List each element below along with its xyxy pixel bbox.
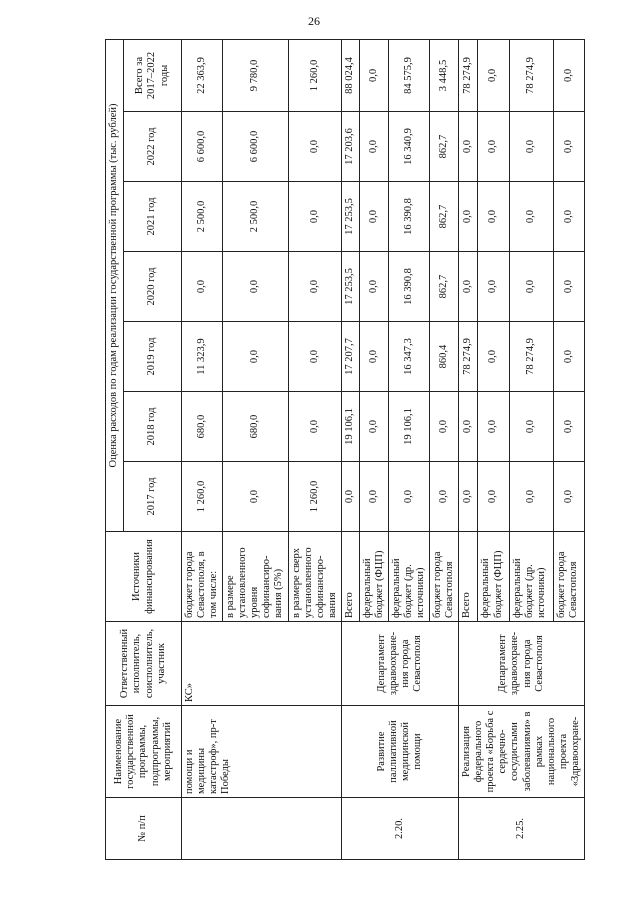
cell-value: 0,0 — [553, 182, 584, 252]
rotated-table-container — [105, 40, 581, 860]
header-year: 2021 год — [124, 182, 182, 252]
cell-value: 6 600,0 — [223, 112, 288, 182]
cell-value: 16 390,8 — [388, 182, 429, 252]
header-num: № п/п — [106, 798, 182, 860]
header-year: 2022 год — [124, 112, 182, 182]
row-executor: КС» — [182, 622, 342, 706]
row-source: федеральный бюджет (др. источники) — [388, 532, 429, 622]
cell-value: 862,7 — [430, 182, 459, 252]
header-year: 2019 год — [124, 322, 182, 392]
cell-total: 22 363,9 — [182, 39, 223, 111]
cell-value: 0,0 — [478, 322, 509, 392]
row-source: бюджет города Севастополя, в том числе: — [182, 532, 223, 622]
cell-value: 17 253,5 — [341, 252, 359, 322]
cell-value: 2 500,0 — [223, 182, 288, 252]
cell-total: 3 448,5 — [430, 39, 459, 111]
header-year: 2017 год — [124, 462, 182, 532]
cell-value: 0,0 — [509, 112, 553, 182]
row-source: в размере сверх установленного софинансиро-вания — [288, 532, 341, 622]
row-executor: Департамент здравоохране-ния города Севастополя — [459, 622, 585, 706]
cell-value: 0,0 — [478, 252, 509, 322]
row-source: Всего — [341, 532, 359, 622]
cell-value: 19 106,1 — [341, 392, 359, 462]
cell-value: 0,0 — [288, 112, 341, 182]
cell-total: 0,0 — [553, 39, 584, 111]
cell-total: 0,0 — [478, 39, 509, 111]
header-total: Всего за 2017–2022 годы — [124, 39, 182, 111]
cell-value: 0,0 — [288, 392, 341, 462]
cell-value: 860,4 — [430, 322, 459, 392]
row-name: Развитие паллиативной медицинской помощи — [341, 706, 458, 798]
cell-value: 16 340,9 — [388, 112, 429, 182]
header-group: Оценка расходов по годам реализации государственной программы (тыс. рублей) — [106, 39, 124, 531]
header-executor: Ответственный исполнитель, соисполнитель, участник — [106, 622, 182, 706]
row-source: бюджет города Севастополя — [430, 532, 459, 622]
cell-value: 0,0 — [459, 112, 478, 182]
cell-value: 0,0 — [509, 252, 553, 322]
header-source: Источники финансирования — [106, 532, 182, 622]
cell-value: 0,0 — [509, 462, 553, 532]
row-source: в размере установленного уровня софинансиро-вания (5%) — [223, 532, 288, 622]
page-number: 26 — [308, 14, 320, 28]
cell-value: 0,0 — [478, 462, 509, 532]
row-source: бюджет города Севастополя — [553, 532, 584, 622]
row-source: федеральный бюджет (ФЦП) — [478, 532, 509, 622]
cell-value: 680,0 — [223, 392, 288, 462]
cell-value: 0,0 — [459, 462, 478, 532]
cell-total: 84 575,9 — [388, 39, 429, 111]
cell-value: 19 106,1 — [388, 392, 429, 462]
cell-value: 0,0 — [359, 252, 388, 322]
cell-value: 0,0 — [553, 392, 584, 462]
cell-value: 862,7 — [430, 112, 459, 182]
cell-value: 680,0 — [182, 392, 223, 462]
cell-total: 0,0 — [359, 39, 388, 111]
cell-value: 0,0 — [341, 462, 359, 532]
cell-value: 6 600,0 — [182, 112, 223, 182]
cell-value: 0,0 — [553, 252, 584, 322]
cell-value: 0,0 — [509, 392, 553, 462]
row-source: Всего — [459, 532, 478, 622]
cell-value: 0,0 — [223, 252, 288, 322]
cell-total: 78 274,9 — [459, 39, 478, 111]
row-name: помощи и медицины катастроф», пр-т Победы — [182, 706, 342, 798]
cell-value: 78 274,9 — [459, 322, 478, 392]
cell-value: 0,0 — [359, 322, 388, 392]
table-row — [459, 39, 478, 859]
cell-value: 16 390,8 — [388, 252, 429, 322]
cell-value: 0,0 — [478, 392, 509, 462]
cell-value: 0,0 — [288, 252, 341, 322]
row-name: Реализация федерального проекта «Борьба с сердечно-сосудистыми заболеваниями» в рамках национального проекта «Здравоохране- — [459, 706, 585, 798]
cell-value: 0,0 — [182, 252, 223, 322]
cell-value: 0,0 — [430, 392, 459, 462]
row-source: федеральный бюджет (ФЦП) — [359, 532, 388, 622]
cell-value: 0,0 — [478, 182, 509, 252]
header-year: 2020 год — [124, 252, 182, 322]
cell-value: 1 260,0 — [182, 462, 223, 532]
cell-value: 0,0 — [553, 322, 584, 392]
row-executor: Департамент здравоохране-ния города Севастополя — [341, 622, 458, 706]
cell-total: 78 274,9 — [509, 39, 553, 111]
cell-total: 1 260,0 — [288, 39, 341, 111]
header-year: 2018 год — [124, 392, 182, 462]
header-name: Наименование государственной программы, подпрограммы, мероприятий — [106, 706, 182, 798]
cell-value: 0,0 — [359, 182, 388, 252]
cell-value: 0,0 — [288, 182, 341, 252]
cell-value: 16 347,3 — [388, 322, 429, 392]
cell-value: 0,0 — [223, 322, 288, 392]
cell-value: 862,7 — [430, 252, 459, 322]
cell-total: 9 780,0 — [223, 39, 288, 111]
row-num — [182, 798, 342, 860]
cell-value: 17 203,6 — [341, 112, 359, 182]
cell-value: 0,0 — [553, 462, 584, 532]
cell-value: 17 253,5 — [341, 182, 359, 252]
cell-value: 0,0 — [359, 112, 388, 182]
cell-value: 0,0 — [430, 462, 459, 532]
cell-value: 0,0 — [459, 182, 478, 252]
budget-table — [105, 39, 585, 860]
cell-value: 0,0 — [509, 182, 553, 252]
cell-value: 0,0 — [288, 322, 341, 392]
cell-value: 0,0 — [478, 112, 509, 182]
cell-total: 88 024,4 — [341, 39, 359, 111]
cell-value: 0,0 — [223, 462, 288, 532]
cell-value: 0,0 — [388, 462, 429, 532]
table-row — [341, 39, 359, 859]
cell-value: 2 500,0 — [182, 182, 223, 252]
cell-value: 0,0 — [459, 252, 478, 322]
cell-value: 17 207,7 — [341, 322, 359, 392]
cell-value: 11 323,9 — [182, 322, 223, 392]
cell-value: 0,0 — [359, 392, 388, 462]
cell-value: 78 274,9 — [509, 322, 553, 392]
row-source: федеральный бюджет (др. источники) — [509, 532, 553, 622]
cell-value: 1 260,0 — [288, 462, 341, 532]
row-num: 2.25. — [459, 798, 585, 860]
cell-value: 0,0 — [459, 392, 478, 462]
cell-value: 0,0 — [553, 112, 584, 182]
row-num: 2.20. — [341, 798, 458, 860]
cell-value: 0,0 — [359, 462, 388, 532]
table-row — [182, 39, 223, 859]
